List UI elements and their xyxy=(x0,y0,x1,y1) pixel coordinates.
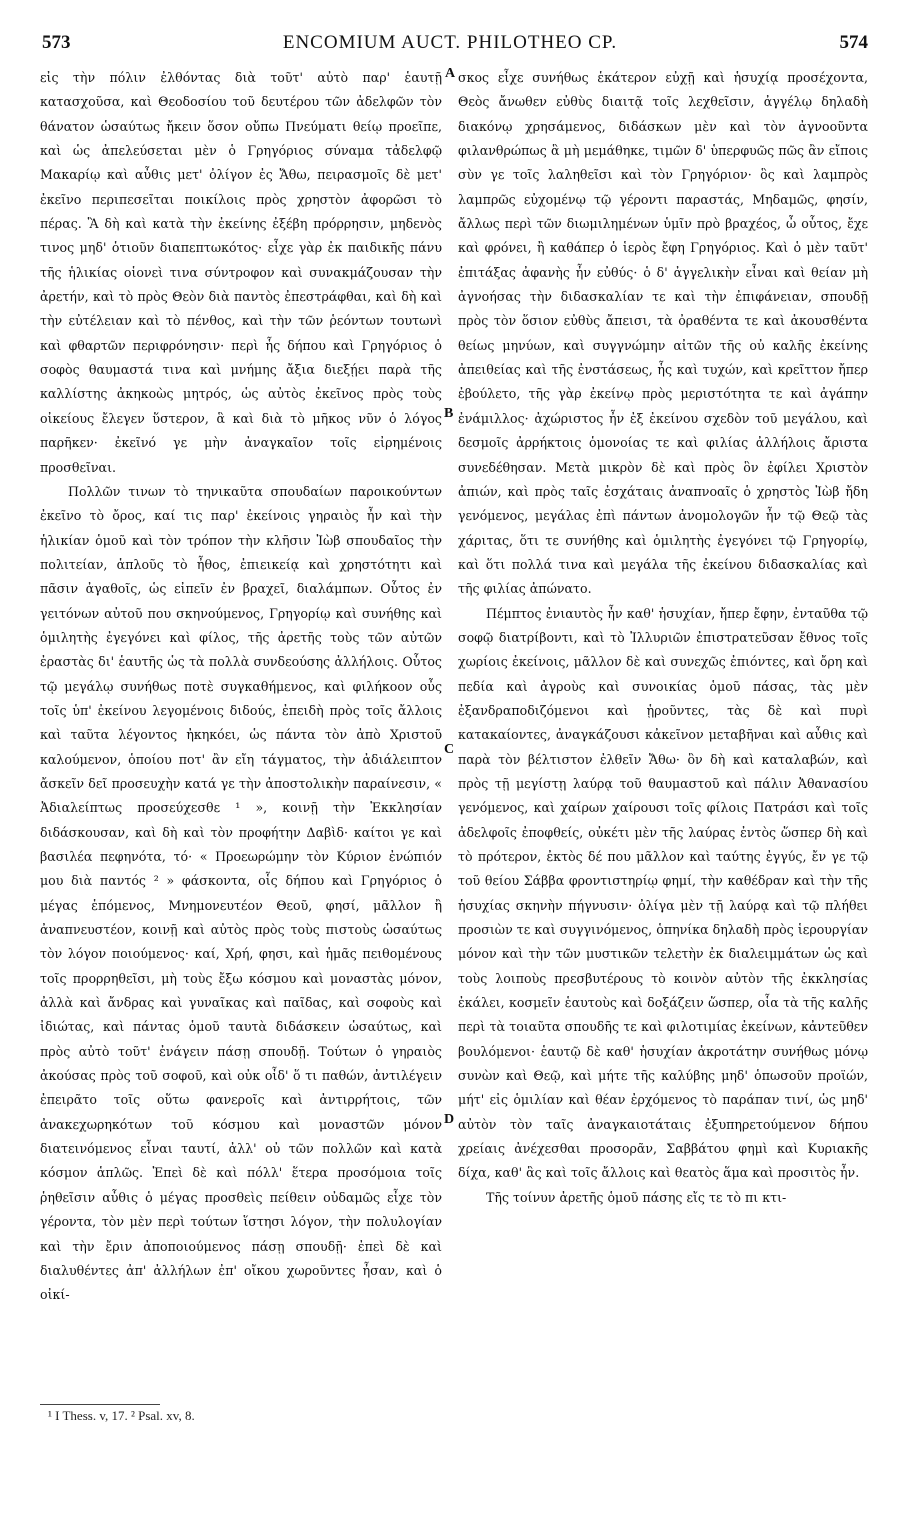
section-marker-c: C xyxy=(444,742,455,757)
left-column xyxy=(40,66,442,1391)
right-column xyxy=(458,66,868,1391)
running-header xyxy=(32,32,868,58)
running-title: ENCOMIUM AUCT. PHILOTHEO CP. xyxy=(282,32,618,53)
right-paragraph-2: Πέμπτος ἐνιαυτὸς ἦν καθ' ἡσυχίαν, ἤπερ ἔφην, ἐνταῦθα τῷ σοφῷ διατρίβοντι, καὶ τὸ Ἰλλυριῶν ἐπιστρατεῦσαν ἔθνος τοῖς χωρίοις ἐκείνοις, μᾶλλον δὲ καὶ συνεχῶς ἐπιόντες, καὶ ὄρη καὶ πεδία καὶ ἀγροὺς καὶ συνοικίας ὁμοῦ πάσας, τὰς μὲν ἐξανδραποδιζόμενοι καὶ ᾑροῦντες, τὰς δὲ καὶ πυρὶ κατακαίοντες, ἀναγκάζουσι κἀκεῖνον μεταβῆναι καὶ αὖθις καὶ παρὰ τὸν βέλτιστον ἐλθεῖν Ἄθω· ὃν δὴ καὶ καταλαβών, καὶ πρὸς τῇ μεγίστῃ λαύρᾳ τοῦ θαυμαστοῦ καὶ πάλιν Ἀθανασίου γενόμενος, καὶ χαίρων χαίρουσι τοῖς φίλοις Πατράσι καὶ τοῖς ἀδελφοῖς ἐποφθείς, οὐκέτι μὲν τῆς λαύρας ἐντὸς ὥσπερ δὴ καὶ τὸ πρότερον, ἐκτὸς δέ που μᾶλλον καὶ ταύτης ἐγγύς, ἔν γε τῷ τοῦ θείου Σάββα φροντιστηρίῳ φημί, τὴν καθέδραν καὶ τὴν τῆς ἡσυχίας σκηνὴν πήγνυσιν· ὀλίγα μὲν τῇ λαύρᾳ καὶ τῷ πλήθει προσιὼν τε καὶ συγγινόμενος, ὁπηνίκα δηλαδὴ πρὸς ἱερουργίαν μόνον καὶ τὴν τῶν μυστικῶν τελετὴν ἐκ διαλειμμάτων ὡς καὶ τοὺς λοιποὺς πρεσβυτέρους τὸ κοινὸν αὐτὸν τῆς ἐκκλησίας ἐκάλει, κοσμεῖν ἑαυτοὺς καὶ δοξάζειν ὥσπερ, οἷα τὰ τῆς καλῆς περὶ τὰ τοιαῦτα σπουδῆς τε καὶ φιλοτιμίας ἐκείνων, κἀντεῦθεν βουλόμενοι· ἑαυτῷ δὲ καθ' ἡσυχίαν ἀκροτάτην συνήθως μόνῳ συνὼν καὶ Θεῷ, καὶ μήτε τῆς καλύβης μηδ' ὁπωσοῦν προϊών, μήτ' εἰς ὁμιλίαν καὶ θέαν ἐρχόμενος τὸ παράπαν τινί, ὡς μηδ' αὐτὸν τὸν ταῖς ἀναγκαιοτάταις ἐξυπηρετούμενον δήπου χρείαις ἀνέχεσθαι προσορᾶν, Σαββάτου φημὶ καὶ Κυριακῆς δίχα, καθ' ἃς καὶ τοῖς ἄλλοις καὶ θεατὸς ἅμα καὶ προσιτὸς ἦν. xyxy=(458,605,868,1181)
left-paragraph-1: εἰς τὴν πόλιν ἐλθόντας διὰ τοῦτ' αὐτὸ παρ' ἑαυτῇ κατασχοῦσα, καὶ Θεοδοσίου τοῦ δευτέρου τῶν ἀδελφῶν τὸν θάνατον ὡσαύτως ἤκειν ὅσον οὔπω Πνεύματι θείῳ προεῖπε, καὶ ὡς ἀπελεύσεται μὲν ὁ Γρηγόριος σύναμα τἀδελφῷ Μακαρίῳ καὶ αὖθις μετ' ὀλίγον ἐς Ἄθω, πειρασμοῖς δὲ μετ' ἐκεῖνο περιπεσεῖται ποικίλοις πρὸς χρηστὸν ἀφορῶσι τὸ πέρας. Ἃ δὴ καὶ κατὰ τὴν ἐκείνης ἐξέβη πρόρρησιν, μηδενὸς τινος μηδ' ὁτιοῦν διαπεπτωκότος· εἶχε γὰρ ἐκ παιδικῆς πάνυ τῆς ἡλικίας οἱονεὶ τινα σύντροφον καὶ συνακμάζουσαν τὴν ἀρετήν, καὶ τὸ πρὸς Θεὸν διὰ παντὸς ἐπεστράφθαι, καὶ δὴ καὶ τὴν εὐτέλειαν καὶ τὸ πένθος, καὶ τὴν τῶν ῥεόντων τουτωνὶ καὶ φθαρτῶν περιφρόνησιν· περὶ ἧς δήπου καὶ Γρηγόριος ὁ σοφὸς θαυμαστά τινα καὶ μνήμης ἄξια διεξῄει παρὰ τῆς καλλίστης ἀκηκοὼς μητρός, ὡς αὐτὸς ἐκεῖνος πρὸς τοὺς οἰκείους ἔλεγεν ὕστερον, ἃ καὶ διὰ τὸ μῆκος νῦν ὁ λόγος παρῆκεν· ἐκεῖνό γε μὴν ἀναγκαῖον τοῖς εἰρημένοις προσθεῖναι. xyxy=(40,70,442,475)
section-marker-b: B xyxy=(444,406,454,421)
section-marker-d: D xyxy=(444,1112,455,1127)
page-number-right: 574 xyxy=(839,32,868,53)
left-paragraph-2: Πολλῶν τινων τὸ τηνικαῦτα σπουδαίων παροικούντων ἐκεῖνο τὸ ὄρος, καί τις παρ' ἐκείνοις γηραιὸς ἦν καὶ τὴν ἡλικίαν ὁμοῦ καὶ τὸν τρόπον τὴν κλῆσιν Ἰὼβ σπουδαῖος τὴν πολιτείαν, ἁπλοῦς τὸ ἦθος, ἐπιεικείᾳ καὶ χρηστότητι καὶ πᾶσιν ἀγαθοῖς, ὡς εἰπεῖν ἐν βραχεῖ, διαλάμπων. Οὗτος ἐν γειτόνων αὐτοῦ που σκηνούμενος, Γρηγορίῳ καὶ συνήθης καὶ ὁμιλητὴς ἐγεγόνει καὶ φίλος, τῆς ἀρετῆς τοὺς τῶν αὐτῶν ἐραστὰς δι' ἑαυτῆς ὡς τὰ πολλὰ συνδεούσης ἀλλήλοις. Οὗτος τῷ μεγάλῳ συνήθως ποτὲ συγκαθήμενος, καὶ φιλήκοον οὖς τοῖς ὑπ' ἐκείνου λεγομένοις διδούς, ἐπειδὴ πρὸς τοῖς ἄλλοις καὶ ταῦτα λέγοντος ἠκηκόει, ὡς πάντα τὸν ἀπὸ Χριστοῦ καλούμενον, ὁποίου ποτ' ἂν εἴη τάγματος, τὴν ἀδιάλειπτον ἄσκεῖν δεῖ προσευχὴν κατά γε τὴν ἀποστολικὴν παραίνεσιν, « Ἀδιαλείπτως προσεύχεσθε ¹ », κοινῇ τὴν Ἐκκλησίαν διδάσκουσαν, καὶ δὴ καὶ τὸν προφήτην Δαβὶδ· καίτοι γε καὶ βασιλέα πεφηνότα, τό· « Προεωρώμην τὸν Κύριον ἐνώπιόν μου διὰ παντός ² » φάσκοντα, οἷς δήπου καὶ Γρηγόριος ὁ μέγας ἑπόμενος, Μνημονευτέον Θεοῦ, φησί, μᾶλλον ἢ ἀναπνευστέον, κοινῇ καὶ αὐτὸς πρὸς τοὺς πιστοὺς ὡσαύτως τὸν λόγον ποιούμενος· καί, Χρή, φησι, καὶ ἡμᾶς πειθομένους τοῖς προρρηθεῖσι, μὴ τοὺς ἔξω κόσμου καὶ μοναστὰς μόνον, ἀλλὰ καὶ ἄνδρας καὶ γυναῖκας καὶ παῖδας, καὶ σοφοὺς καὶ ἰδιώτας, καὶ πάντας ὁμοῦ ταυτὰ διδάσκειν ὡσαύτως, καὶ πρὸς αὐτὸ τοῦτ' ἐνάγειν πάσῃ σπουδῇ. Τούτων ὁ γηραιὸς ἀκούσας πρὸς τοῦ σοφοῦ, καὶ οὐκ οἶδ' ὅ τι παθών, ἀντιλέγειν ἐπειρᾶτο τοῖς οὕτω φανεροῖς καὶ ἀντιρρήτοις, τῶν ἀνακεχωρηκότων τοῦ κόσμου καὶ μοναστῶν μόνον διατεινόμενος εἶναι ταυτί, ἀλλ' οὐ τῶν πολλῶν καὶ κατὰ κόσμον ἁπλῶς. Ἐπεὶ δὲ καὶ πόλλ' ἕτερα προσόμοια τοῖς ῥηθεῖσιν αὖθις ὁ μέγας προσθεὶς πείθειν οὐδαμῶς εἶχε τὸν γέροντα, τὸν μὲν περὶ τούτων ἵστησι λόγον, τὴν πολυλογίαν καὶ τὴν ἔριν ἀποποιούμενος πάσῃ σπουδῇ· ἐπεὶ δὲ καὶ διαλυθέντες ἀπ' ἀλλήλων ἐπ' οἴκου χωροῦντες ἦσαν, καὶ ὁ οἰκί- xyxy=(40,483,442,1303)
footnote-rule xyxy=(40,1404,160,1405)
section-marker-a: A xyxy=(445,66,456,81)
footnotes: ¹ I Thess. v, 17. ² Psal. xv, 8. xyxy=(48,1408,195,1423)
page-number-left: 573 xyxy=(42,32,71,53)
right-paragraph-1: σκος εἶχε συνήθως ἑκάτερον εὐχῇ καὶ ἡσυχίᾳ προσέχοντα, Θεὸς ἄνωθεν εὐθὺς διαιτᾷ τοῖς λεχθεῖσιν, ἀγγέλῳ δηλαδὴ διακόνῳ χρησάμενος, διδάσκων μὲν καὶ τὸν ἀγνοοῦντα φιλανθρώπως ἃ μὴ μεμάθηκε, τιμῶν δ' ὑπερφυῶς πῶς ἂν εἴποις σὺν γε τοῖς λαληθεῖσι καὶ τὸν Γρηγόριον· ὃς καὶ λαμπρὸς λαμπρῶς εὐχομένῳ τῷ γέροντι παραστάς, Μηδαμῶς, φησίν, ἄλλως περὶ τῶν διωμιλημένων ὑμῖν πρὸ βραχέος, ὦ οὗτος, ἔχε καὶ φρόνει, ἢ καθάπερ ὁ ἱερὸς ἔφη Γρηγόριος. Καὶ ὁ μὲν ταῦτ' ἐπιτάξας ἀφανὴς ἦν εὐθύς· ὁ δ' ἀγγελικὴν εἶναι καὶ θείαν μὴ ἀγνοήσας τὴν διδασκαλίαν τε καὶ τὴν ἐπιφάνειαν, σπουδῇ πρὸς τὸν ὅσιον εὐθὺς ἄπεισι, τὰ ὀραθέντα τε καὶ ἀκουσθέντα θείως μηνύων, καὶ συγγνώμην αἰτῶν τῆς οὐ καλῆς ἐκείνης ἀπειθείας καὶ τῆς ἐνστάσεως, ἧς καὶ τυχών, καὶ κρεῖττον ἤπερ ἐβούλετο, τῆς γὰρ ἐκείνῳ πρὸς μεριστότητα τε καὶ ἀγάπην ἐνάμιλλος· ἀχώριστος ἦν ἐξ ἐκείνου σχεδὸν τοῦ μεγάλου, καὶ δεσμοῖς ἀρρήκτοις ὁμονοίας τε καὶ φιλίας ἀλλήλοις ἄριστα συνεδέθησαν. Μετὰ μικρὸν δὲ καὶ πρὸς ὃν ἐφίλει Χριστὸν ἀπιών, καὶ πρὸς ταῖς ἐσχάταις ἀναπνοαῖς ὁ χρηστὸς Ἰὼβ ἤδη γενόμενος, μεγάλας ἐπὶ πάντων ἀνομολογῶν ἦν τῷ Θεῷ τὰς χάριτας, ὅτι τε συνήθης καὶ ὁμιλητὴς ἐγεγόνει τῷ Γρηγορίῳ, καὶ ὅτι πολλά τινα καὶ μεγάλα τῆς ἐκείνου διδασκαλίας καὶ τῆς φιλίας ἀπώνατο. xyxy=(458,70,868,597)
right-paragraph-3: Τῆς τοίνυν ἀρετῆς ὁμοῦ πάσης εἴς τε τὸ πι κτι- xyxy=(486,1189,787,1205)
